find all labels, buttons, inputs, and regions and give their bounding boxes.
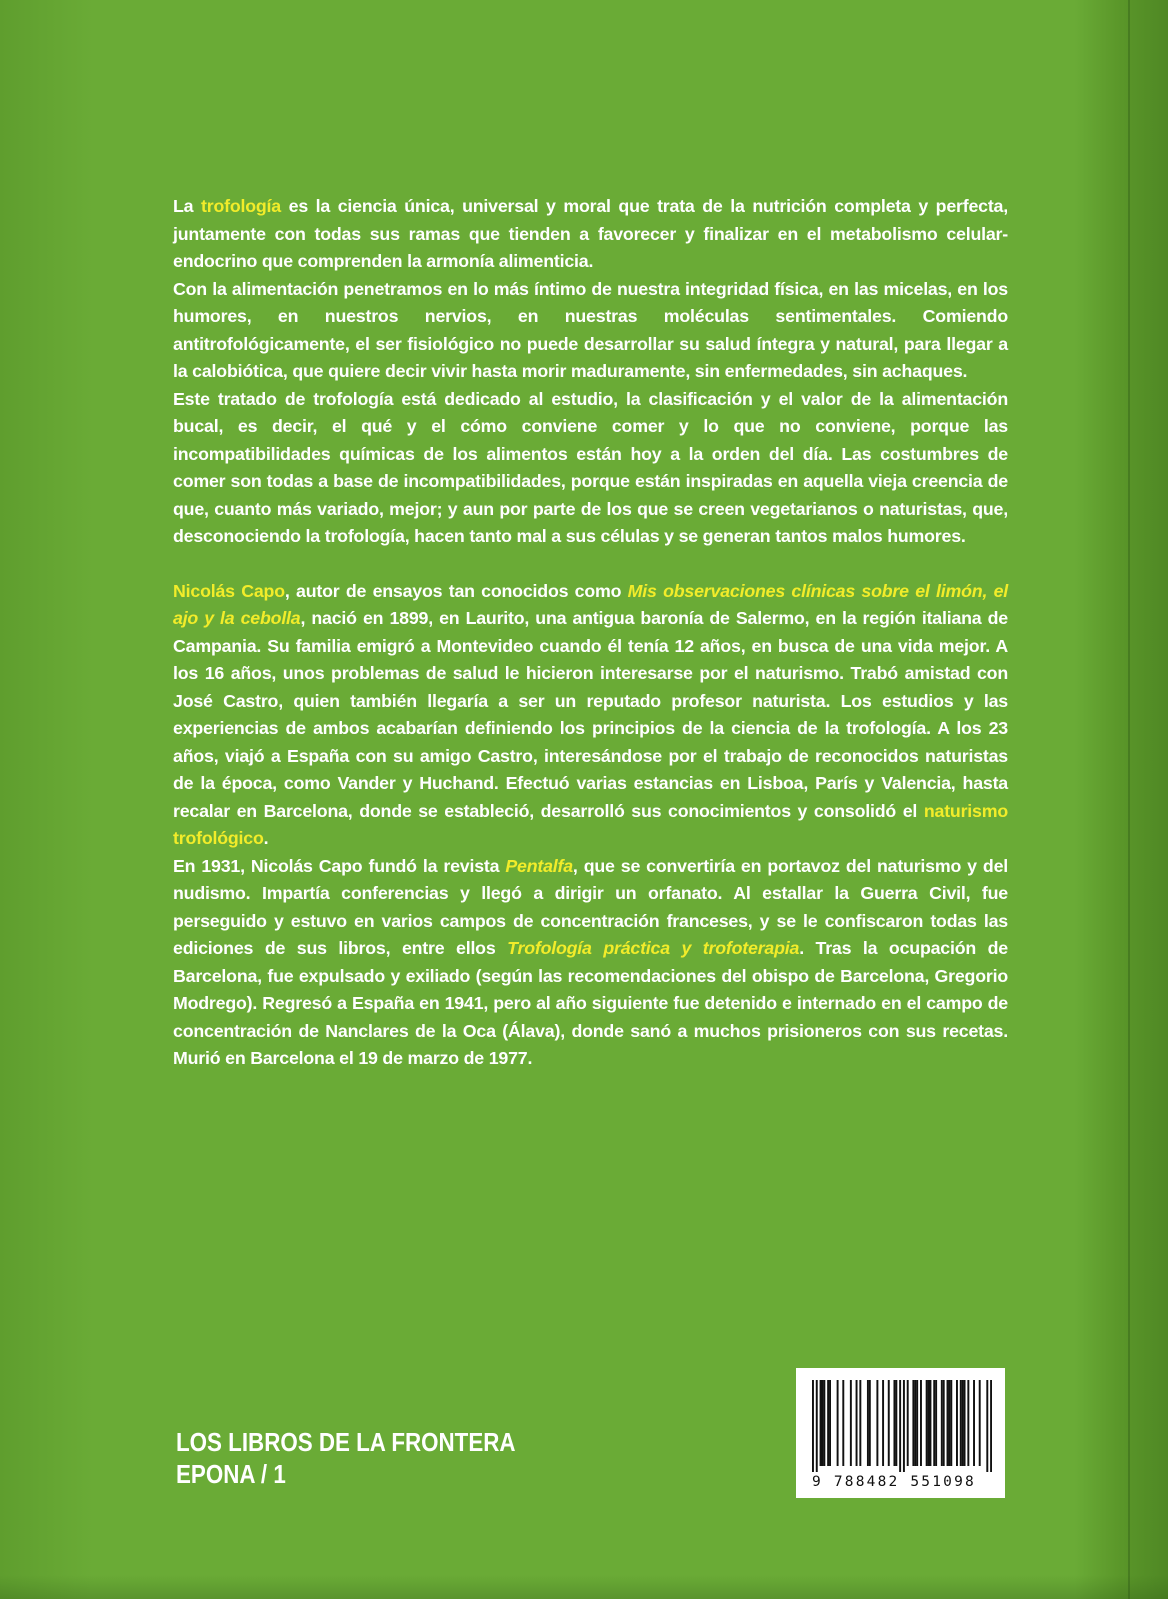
barcode-bar <box>920 1380 922 1466</box>
barcode-bar <box>893 1380 895 1466</box>
barcode-bar <box>916 1380 918 1466</box>
text-run: La <box>173 196 201 216</box>
barcode-bar <box>903 1380 905 1472</box>
text-run: es la ciencia única, universal y moral que trata de la nutrición completa y perfecta, juntamente con todas sus ramas que tienden a favorecer y finalizar en el metabolismo celular-endocrino que comprenden la armonía alimenticia. <box>173 196 1008 271</box>
text-run: Con la alimentación penetramos en lo más íntimo de nuestra integridad física, en las micelas, en los humores, en nuestros nervios, en nuestras moléculas sentimentales. Comiendo antitrofológicamente, el ser fisiológico no puede desarrollar su salud íntegra y natural, para llegar a la calobiótica, que quiere decir vivir hasta morir maduramente, sin enfermedades, sin achaques. <box>173 278 1008 381</box>
barcode-bar <box>948 1380 950 1466</box>
text-run: , nació en 1899, en Laurito, una antigua baronía de Salermo, en la región italiana de Campania. Su familia emigró a Montevideo cuando él tenía 12 años, en busca de una vida mejor. A los 16 años, unos problemas de salud le hicieron interesarse por el naturismo. Trabó amistad con José Castro, quien también llegaría a ser un reputado profesor naturista. Los estudios y las experiencias de ambos acabarían definiendo los principios de la ciencia de la trofología. A los 23 años, viajó a España con su amigo Castro, interesándose por el trabajo de reconocidos naturistas de la época, como Vander y Huchand. Efectuó varias estancias en Lisboa, París y Valencia, hasta recalar en Barcelona, donde se estableció, desarrolló sus conocimientos y consolidó el <box>173 608 1008 821</box>
barcode-bar <box>842 1380 844 1466</box>
barcode-bar <box>929 1380 931 1466</box>
barcode-bar <box>816 1380 818 1472</box>
barcode-bar <box>837 1380 839 1466</box>
text-run: Este tratado de trofología está dedicado al estudio, la clasificación y el valor de la alimentación bucal, es decir, el qué y el cómo conviene comer y lo que no conviene, porque las incompatibilidades químicas de los alimentos están hoy a la orden del día. Las costumbres de comer son todas a base de incompatibilidades, porque están inspiradas en aquella vieja creencia de que, cuanto más variado, mejor; y aun por parte de los que se creen vegetarianos o naturistas, que, desconociendo la trofología, hacen tanto mal a sus células y se generan tantos malos humores. <box>173 388 1008 546</box>
barcode-bar <box>964 1380 966 1466</box>
barcode-bar <box>928 1380 930 1466</box>
isbn-number: 9 788482 551098 <box>812 1474 976 1490</box>
barcode-bar <box>973 1380 975 1466</box>
barcode-bar <box>899 1380 901 1472</box>
barcode-bar <box>935 1380 937 1466</box>
book-title: Trofología práctica y trofoterapia <box>507 938 800 958</box>
barcode-bar <box>869 1380 871 1466</box>
barcode-bar <box>933 1380 935 1466</box>
paragraph <box>173 386 1008 551</box>
barcode-bar <box>986 1380 988 1472</box>
barcode-bar <box>882 1380 884 1466</box>
magazine-title: Pentalfa <box>505 855 573 876</box>
barcode-bar <box>895 1380 897 1466</box>
text-run: . Tras la ocupación de Barcelona, fue expulsado y exiliado (según las recomendaciones del obispo de Barcelona, Gregorio Modrego). Regresó a España en 1941, pero al año siguiente fue detenido e internado en el campo de concentración de Nanclares de la Oca (Álava), donde sanó a muchos prisioneros con sus recetas. Murió en Barcelona el 19 de marzo de 1977. <box>173 938 1008 1068</box>
back-cover-text <box>173 193 1008 1073</box>
barcode-bar <box>829 1380 831 1466</box>
barcode-bar <box>912 1380 914 1466</box>
barcode-bar <box>907 1380 909 1466</box>
barcode-bar <box>914 1380 916 1466</box>
book-title: Mis observaciones clínicas sobre el limón, el ajo y la cebolla <box>173 580 1008 628</box>
isbn-barcode <box>796 1368 1005 1498</box>
barcode-bar <box>812 1380 814 1472</box>
barcode-bar <box>956 1380 958 1466</box>
series-name: LOS LIBROS DE LA FRONTERA <box>176 1427 516 1457</box>
text-run: En 1931, Nicolás Capo fundó la revista <box>173 855 506 876</box>
barcode-bar <box>962 1380 964 1466</box>
barcode-bar <box>876 1380 878 1466</box>
paragraph <box>173 853 1008 1073</box>
author-name: Nicolás Capo <box>173 580 285 601</box>
barcode-bar <box>926 1380 928 1466</box>
barcode-bar <box>943 1380 945 1466</box>
barcode-bar <box>827 1380 829 1466</box>
barcode-bar <box>888 1380 890 1466</box>
barcode-bar <box>859 1380 861 1466</box>
barcode-bar <box>850 1380 852 1466</box>
highlighted-term: trofología <box>201 196 281 216</box>
barcode-bar <box>941 1380 943 1466</box>
barcode-bar <box>856 1380 858 1466</box>
highlighted-term: naturismo trofológico <box>173 800 1008 848</box>
barcode-bar <box>820 1380 822 1466</box>
paragraph <box>173 193 1008 276</box>
barcode-bar <box>967 1380 969 1466</box>
barcode-bar <box>979 1380 981 1466</box>
barcode-bar <box>821 1380 823 1466</box>
paragraph <box>173 578 1008 853</box>
barcode-bar <box>823 1380 825 1466</box>
text-run: , que se convertiría en portavoz del naturismo y del nudismo. Impartía conferencias y llegó a dirigir un orfanato. Al estallar la Guerra Civil, fue perseguido y estuvo en varios campos de concentración franceses, y se le confiscaron todas las ediciones de sus libros, entre ellos <box>173 855 1008 958</box>
text-run: , autor de ensayos tan conocidos como <box>284 580 628 601</box>
barcode-bar <box>867 1380 869 1466</box>
series-number: EPONA / 1 <box>176 1459 286 1489</box>
text-run: . <box>263 828 269 848</box>
series-title <box>176 1426 516 1490</box>
barcode-bar <box>960 1380 962 1466</box>
barcode-bar <box>950 1380 952 1466</box>
barcode-bar <box>947 1380 949 1466</box>
barcode-bar <box>990 1380 992 1472</box>
barcode-bars <box>812 1380 992 1472</box>
paragraph <box>173 276 1008 386</box>
